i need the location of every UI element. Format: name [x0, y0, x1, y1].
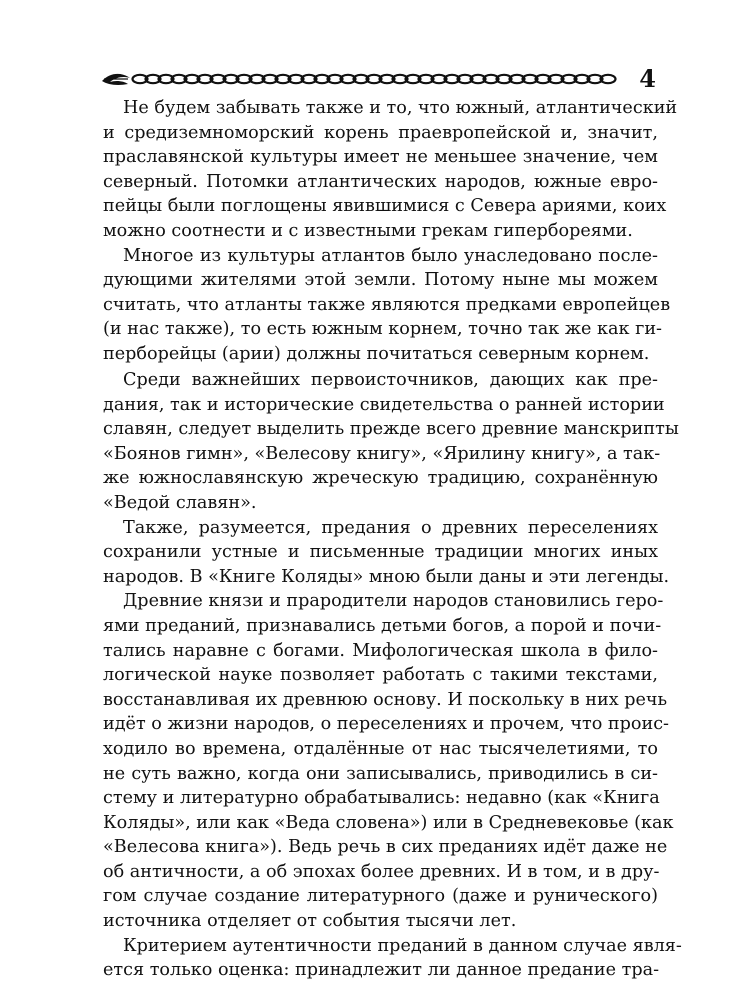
- page-number: 4: [639, 64, 656, 93]
- text-line: Коляды», или как «Веда словена») или в Средневековье (как: [103, 812, 674, 833]
- text-line: пейцы были поглощены явившимися с Севера ариями, коих: [103, 196, 667, 217]
- text-line: ется только оценка: принадлежит ли данное предание тра-: [103, 960, 660, 981]
- text-line: Многое из культуры атлантов было унаследовано после-: [123, 245, 658, 266]
- text-line: Древние князи и прародители народов становились геро-: [123, 591, 664, 612]
- text-line: ходило во времена, отдалённые от нас тысячелетиями, то: [103, 738, 658, 759]
- text-line: перборейцы (арии) должны почитаться северным корнем.: [103, 343, 650, 364]
- text-line: же южнославянскую жреческую традицию, сохранённую: [103, 468, 658, 489]
- text-line: считать, что атланты также являются предками европейцев: [103, 294, 671, 315]
- text-line: северный. Потомки атлантических народов, южные евро-: [103, 171, 658, 192]
- text-line: ями преданий, признавались детьми богов, а порой и почи-: [103, 615, 662, 636]
- text-line: «Боянов гимн», «Велесову книгу», «Ярилину книгу», а так-: [103, 443, 661, 464]
- text-line: народов. В «Книге Коляды» мною были даны и эти легенды.: [103, 566, 670, 587]
- paragraph: [103, 934, 682, 983]
- text-line: можно соотнести и с известными грекам гипербореями.: [103, 220, 633, 241]
- paragraph: [103, 516, 670, 590]
- paragraph: [103, 589, 674, 933]
- text-line: дания, так и исторические свидетельства о ранней истории: [103, 394, 665, 415]
- text-block-main: [103, 368, 682, 983]
- text-line: тались наравне с богами. Мифологическая школа в фило-: [103, 640, 658, 661]
- text-line: об античности, а об эпохах более древних. И в том, и в дру-: [103, 861, 660, 882]
- text-line: и средиземноморский корень праевропейской и, значит,: [103, 122, 658, 143]
- text-line: источника отделяет от события тысячи лет.: [103, 911, 517, 932]
- paragraph: [103, 96, 678, 244]
- text-line: восстанавливая их древнюю основу. И поскольку в них речь: [103, 689, 668, 710]
- paragraph: [103, 368, 679, 516]
- paragraph: [103, 244, 671, 367]
- text-line: логической науке позволяет работать с такими текстами,: [103, 665, 658, 686]
- text-line: дующими жителями этой земли. Потому ныне мы можем: [103, 270, 658, 291]
- text-line: праславянской культуры имеет не меньшее значение, чем: [103, 147, 658, 168]
- text-line: идёт о жизни народов, о переселениях и прочем, что проис-: [103, 714, 670, 735]
- text-line: Также, разумеется, предания о древних переселениях: [123, 517, 658, 538]
- text-line: стему и литературно обрабатывались: недавно (как «Книга: [103, 788, 660, 809]
- text-line: не суть важно, когда они записывались, приводились в си-: [103, 763, 658, 784]
- text-line: (и нас также), то есть южным корнем, точно так же как ги-: [103, 319, 662, 340]
- text-line: славян, следует выделить прежде всего древние манскрипты: [103, 419, 679, 440]
- text-line: «Ведой славян».: [103, 492, 257, 513]
- text-line: «Велесова книга»). Ведь речь в сих преданиях идёт даже не: [103, 837, 668, 858]
- text-block-top: [103, 96, 678, 367]
- text-line: Не будем забывать также и то, что южный, атлантический: [123, 98, 678, 118]
- text-line: Среди важнейших первоисточников, дающих как пре-: [123, 370, 658, 390]
- ornamental-rule: [100, 64, 620, 94]
- text-line: Критерием аутентичности преданий в данном случае явля-: [123, 935, 682, 956]
- page-header: [100, 62, 660, 96]
- text-line: гом случае создание литературного (даже и рунического): [103, 886, 658, 907]
- text-line: сохранили устные и письменные традиции многих иных: [103, 542, 658, 563]
